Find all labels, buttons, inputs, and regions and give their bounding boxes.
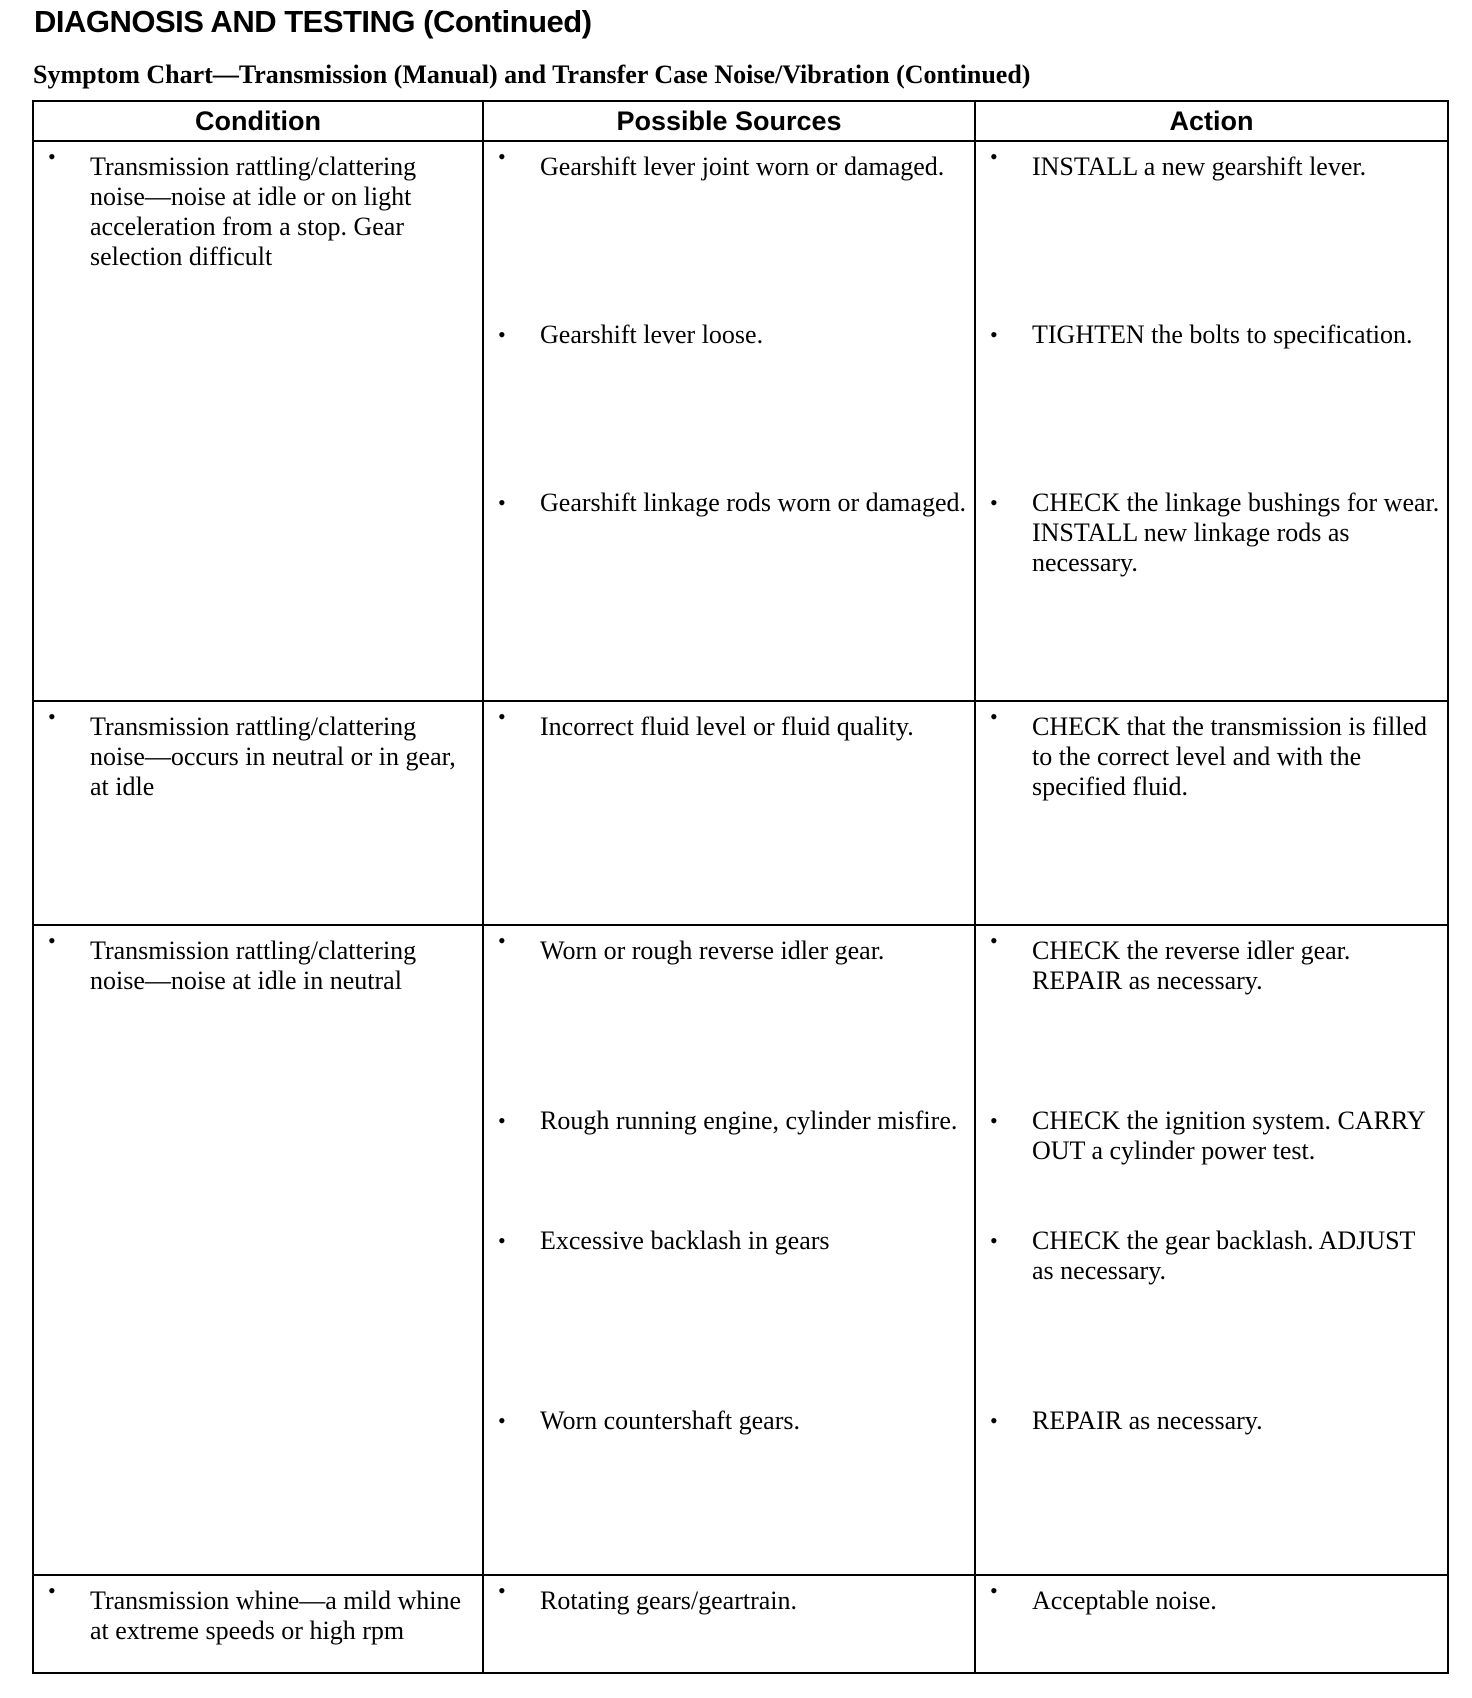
bullet-icon: • xyxy=(48,704,56,729)
source-entry xyxy=(484,1106,974,1226)
action-text: CHECK the linkage bushings for wear. INSTALL new linkage rods as necessary. xyxy=(1032,488,1440,577)
condition-entry xyxy=(34,926,482,996)
action-text: REPAIR as necessary. xyxy=(1032,1406,1263,1435)
source-entry xyxy=(484,320,974,488)
condition-cell xyxy=(33,701,483,925)
source-text: Gearshift linkage rods worn or damaged. xyxy=(540,488,966,517)
bullet-icon: • xyxy=(990,322,998,347)
action-cell xyxy=(975,701,1448,925)
source-text: Gearshift lever joint worn or damaged. xyxy=(540,152,945,181)
condition-cell xyxy=(33,141,483,701)
bullet-icon: • xyxy=(990,704,998,729)
bullet-icon: • xyxy=(48,1578,56,1603)
chart-title: Symptom Chart—Transmission (Manual) and Transfer Case Noise/Vibration (Continued) xyxy=(33,60,1031,89)
source-entry xyxy=(484,702,974,742)
condition-text: Transmission rattling/clattering noise—noise at idle or on light acceleration from a stop. Gear selection difficult xyxy=(90,152,417,271)
bullet-icon: • xyxy=(498,144,506,169)
source-text: Excessive backlash in gears xyxy=(540,1226,830,1255)
sources-cell xyxy=(483,925,975,1575)
bullet-icon: • xyxy=(498,1408,506,1433)
bullet-icon: • xyxy=(990,144,998,169)
header-row xyxy=(33,101,1448,141)
condition-text: Transmission rattling/clattering noise—occurs in neutral or in gear, at idle xyxy=(90,712,456,801)
bullet-icon: • xyxy=(498,704,506,729)
bullet-icon: • xyxy=(48,144,56,169)
bullet-icon: • xyxy=(498,928,506,953)
action-text: CHECK the reverse idler gear. REPAIR as necessary. xyxy=(1032,936,1351,995)
bullet-icon: • xyxy=(498,1578,506,1603)
source-text: Incorrect fluid level or fluid quality. xyxy=(540,712,914,741)
sources-cell xyxy=(483,141,975,701)
action-entry xyxy=(976,702,1447,802)
source-entry xyxy=(484,142,974,320)
bullet-icon: • xyxy=(990,928,998,953)
column-header-action: Action xyxy=(975,101,1448,141)
action-cell xyxy=(975,925,1448,1575)
action-text: CHECK the gear backlash. ADJUST as necessary. xyxy=(1032,1226,1415,1285)
source-entry xyxy=(484,1226,974,1406)
action-entry xyxy=(976,1106,1447,1226)
action-entry xyxy=(976,1576,1447,1616)
action-text: Acceptable noise. xyxy=(1032,1586,1217,1615)
action-entry xyxy=(976,142,1447,320)
bullet-icon: • xyxy=(990,1228,998,1253)
source-entry xyxy=(484,488,974,518)
symptom-table xyxy=(32,100,1449,1674)
action-cell xyxy=(975,1575,1448,1673)
source-text: Rotating gears/geartrain. xyxy=(540,1586,798,1615)
source-text: Worn countershaft gears. xyxy=(540,1406,800,1435)
condition-cell xyxy=(33,1575,483,1673)
bullet-icon: • xyxy=(48,928,56,953)
condition-text: Transmission rattling/clattering noise—noise at idle in neutral xyxy=(90,936,417,995)
table-row xyxy=(33,141,1448,701)
action-cell xyxy=(975,141,1448,701)
condition-text: Transmission whine—a mild whine at extreme speeds or high rpm xyxy=(90,1586,461,1645)
source-text: Gearshift lever loose. xyxy=(540,320,764,349)
condition-entry xyxy=(34,702,482,802)
condition-entry xyxy=(34,142,482,272)
bullet-icon: • xyxy=(990,1408,998,1433)
bullet-icon: • xyxy=(990,1578,998,1603)
source-entry xyxy=(484,1576,974,1616)
table-row xyxy=(33,1575,1448,1673)
column-header-possible-sources: Possible Sources xyxy=(483,101,975,141)
source-entry xyxy=(484,1406,974,1436)
source-text: Rough running engine, cylinder misfire. xyxy=(540,1106,958,1135)
condition-cell xyxy=(33,925,483,1575)
action-entry xyxy=(976,1406,1447,1436)
bullet-icon: • xyxy=(498,1228,506,1253)
bullet-icon: • xyxy=(990,1108,998,1133)
action-entry xyxy=(976,1226,1447,1406)
table-row xyxy=(33,701,1448,925)
action-entry xyxy=(976,926,1447,1106)
action-text: INSTALL a new gearshift lever. xyxy=(1032,152,1367,181)
action-text: TIGHTEN the bolts to specification. xyxy=(1032,320,1413,349)
page-heading: DIAGNOSIS AND TESTING (Continued) xyxy=(34,4,592,39)
bullet-icon: • xyxy=(498,1108,506,1133)
bullet-icon: • xyxy=(498,490,506,515)
bullet-icon: • xyxy=(990,490,998,515)
bullet-icon: • xyxy=(498,322,506,347)
action-text: CHECK the ignition system. CARRY OUT a cylinder power test. xyxy=(1032,1106,1425,1165)
column-header-condition: Condition xyxy=(33,101,483,141)
action-entry xyxy=(976,320,1447,488)
condition-entry xyxy=(34,1576,482,1646)
action-text: CHECK that the transmission is filled to the correct level and with the specified fluid. xyxy=(1032,712,1428,801)
sources-cell xyxy=(483,701,975,925)
table-row xyxy=(33,925,1448,1575)
action-entry xyxy=(976,488,1447,578)
sources-cell xyxy=(483,1575,975,1673)
source-text: Worn or rough reverse idler gear. xyxy=(540,936,885,965)
source-entry xyxy=(484,926,974,1106)
